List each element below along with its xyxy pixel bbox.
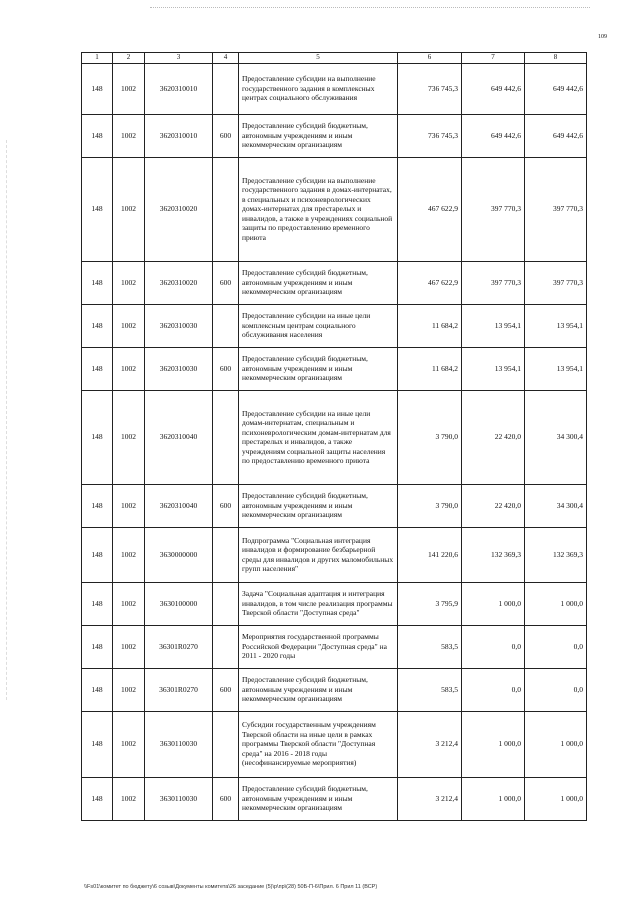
cell-expense-type [213, 304, 239, 347]
cell-amount-col6: 3 212,4 [398, 711, 462, 777]
cell-expense-type: 600 [213, 347, 239, 390]
cell-target-article: 3620310030 [145, 304, 213, 347]
cell-admin-code: 148 [82, 668, 113, 711]
file-path-footer: \\Fs01\комитет по бюджету\6 созыв\Документы комитета\26 заседание (5)\р\пр\(28) 50Б-П-6\Прил. 6 Прил 11 (ВСР) [84, 884, 378, 890]
cell-amount-col8: 397 770,3 [525, 157, 587, 261]
cell-admin-code: 148 [82, 711, 113, 777]
cell-amount-col6: 3 212,4 [398, 777, 462, 820]
cell-description: Предоставление субсидии на выполнение государственного задания в домах-интернатах, в специальных и психоневрологических домах-интернатах для престарелых и инвалидов, а также в учреждениях социальной защиты по предоставлению временного приюта [239, 157, 398, 261]
cell-amount-col6: 736 745,3 [398, 63, 462, 114]
cell-expense-type: 600 [213, 114, 239, 157]
column-header: 3 [145, 53, 213, 64]
cell-section-code: 1002 [113, 582, 145, 625]
cell-amount-col8: 132 369,3 [525, 527, 587, 582]
column-header: 7 [462, 53, 525, 64]
cell-description: Предоставление субсидии на иные цели домам-интернатам, специальным и психоневрологическим домам-интернатам для престарелых и инвалидов, а также учреждениям социальной защиты населения по предоставлению временного приюта [239, 390, 398, 484]
cell-amount-col8: 1 000,0 [525, 582, 587, 625]
cell-expense-type [213, 711, 239, 777]
table-row [82, 390, 587, 484]
table-row [82, 114, 587, 157]
cell-admin-code: 148 [82, 63, 113, 114]
table-header-row [82, 53, 587, 64]
cell-amount-col8: 649 442,6 [525, 63, 587, 114]
cell-amount-col6: 3 795,9 [398, 582, 462, 625]
table-row [82, 711, 587, 777]
cell-section-code: 1002 [113, 625, 145, 668]
cell-amount-col8: 13 954,1 [525, 304, 587, 347]
cell-amount-col7: 397 770,3 [462, 157, 525, 261]
cell-target-article: 3620310040 [145, 484, 213, 527]
cell-amount-col7: 1 000,0 [462, 711, 525, 777]
cell-target-article: 3630000000 [145, 527, 213, 582]
cell-amount-col6: 736 745,3 [398, 114, 462, 157]
cell-expense-type: 600 [213, 777, 239, 820]
table-row [82, 347, 587, 390]
cell-amount-col8: 1 000,0 [525, 777, 587, 820]
table-row [82, 777, 587, 820]
cell-description: Предоставление субсидий бюджетным, автономным учреждениям и иным некоммерческим организациям [239, 114, 398, 157]
cell-expense-type [213, 527, 239, 582]
cell-section-code: 1002 [113, 711, 145, 777]
cell-amount-col8: 649 442,6 [525, 114, 587, 157]
cell-target-article: 3620310020 [145, 261, 213, 304]
cell-amount-col7: 0,0 [462, 625, 525, 668]
cell-target-article: 3620310010 [145, 63, 213, 114]
cell-description: Задача "Социальная адаптация и интеграция инвалидов, в том числе реализация программы Тверской области "Доступная среда" [239, 582, 398, 625]
cell-description: Субсидии государственным учреждениям Тверской области на иные цели в рамках программы Тверской области "Доступная среда" на 2016 - 2018 годы (несофинансируемые мероприятия) [239, 711, 398, 777]
cell-section-code: 1002 [113, 777, 145, 820]
cell-amount-col6: 3 790,0 [398, 390, 462, 484]
cell-amount-col7: 13 954,1 [462, 347, 525, 390]
cell-amount-col7: 1 000,0 [462, 777, 525, 820]
cell-admin-code: 148 [82, 304, 113, 347]
column-header: 2 [113, 53, 145, 64]
cell-amount-col8: 0,0 [525, 625, 587, 668]
cell-section-code: 1002 [113, 304, 145, 347]
cell-amount-col6: 583,5 [398, 625, 462, 668]
column-header: 1 [82, 53, 113, 64]
cell-amount-col8: 397 770,3 [525, 261, 587, 304]
column-header: 4 [213, 53, 239, 64]
cell-admin-code: 148 [82, 114, 113, 157]
table-row [82, 63, 587, 114]
cell-section-code: 1002 [113, 668, 145, 711]
cell-expense-type [213, 63, 239, 114]
cell-admin-code: 148 [82, 261, 113, 304]
cell-section-code: 1002 [113, 484, 145, 527]
cell-amount-col7: 132 369,3 [462, 527, 525, 582]
cell-section-code: 1002 [113, 527, 145, 582]
cell-target-article: 3630110030 [145, 711, 213, 777]
cell-admin-code: 148 [82, 582, 113, 625]
cell-description: Предоставление субсидии на иные цели комплексным центрам социального обслуживания населения [239, 304, 398, 347]
cell-description: Предоставление субсидий бюджетным, автономным учреждениям и иным некоммерческим организациям [239, 777, 398, 820]
cell-target-article: 3620310010 [145, 114, 213, 157]
cell-description: Подпрограмма "Социальная интеграция инвалидов и формирование безбарьерной среды для инвалидов и других маломобильных групп населения" [239, 527, 398, 582]
cell-section-code: 1002 [113, 114, 145, 157]
cell-amount-col7: 22 420,0 [462, 484, 525, 527]
column-header: 6 [398, 53, 462, 64]
cell-target-article: 3630110030 [145, 777, 213, 820]
cell-amount-col8: 0,0 [525, 668, 587, 711]
cell-amount-col7: 649 442,6 [462, 63, 525, 114]
table-row [82, 668, 587, 711]
cell-description: Предоставление субсидий бюджетным, автономным учреждениям и иным некоммерческим организациям [239, 484, 398, 527]
table-row [82, 304, 587, 347]
cell-amount-col8: 13 954,1 [525, 347, 587, 390]
cell-expense-type [213, 390, 239, 484]
cell-description: Предоставление субсидий бюджетным, автономным учреждениям и иным некоммерческим организациям [239, 668, 398, 711]
cell-amount-col6: 467 622,9 [398, 261, 462, 304]
cell-amount-col7: 13 954,1 [462, 304, 525, 347]
table-row [82, 484, 587, 527]
cell-amount-col7: 22 420,0 [462, 390, 525, 484]
cell-amount-col6: 3 790,0 [398, 484, 462, 527]
cell-section-code: 1002 [113, 157, 145, 261]
cell-admin-code: 148 [82, 484, 113, 527]
column-header: 5 [239, 53, 398, 64]
cell-description: Предоставление субсидии на выполнение государственного задания в комплексных центрах социального обслуживания [239, 63, 398, 114]
cell-amount-col7: 1 000,0 [462, 582, 525, 625]
cell-expense-type [213, 625, 239, 668]
cell-section-code: 1002 [113, 390, 145, 484]
cell-description: Мероприятия государственной программы Российской Федерации "Доступная среда" на 2011 - 2020 годы [239, 625, 398, 668]
cell-description: Предоставление субсидий бюджетным, автономным учреждениям и иным некоммерческим организациям [239, 261, 398, 304]
cell-amount-col7: 0,0 [462, 668, 525, 711]
column-header: 8 [525, 53, 587, 64]
scan-edge-marks [6, 140, 8, 700]
cell-admin-code: 148 [82, 777, 113, 820]
cell-target-article: 36301R0270 [145, 668, 213, 711]
cell-amount-col7: 397 770,3 [462, 261, 525, 304]
cell-section-code: 1002 [113, 63, 145, 114]
page-number: 109 [598, 34, 607, 40]
cell-admin-code: 148 [82, 347, 113, 390]
cell-amount-col8: 34 300,4 [525, 390, 587, 484]
cell-expense-type: 600 [213, 484, 239, 527]
cell-target-article: 3620310040 [145, 390, 213, 484]
cell-amount-col6: 141 220,6 [398, 527, 462, 582]
cell-expense-type [213, 582, 239, 625]
table-row [82, 157, 587, 261]
cell-section-code: 1002 [113, 347, 145, 390]
cell-amount-col8: 1 000,0 [525, 711, 587, 777]
cell-admin-code: 148 [82, 390, 113, 484]
cell-amount-col6: 11 684,2 [398, 304, 462, 347]
cell-admin-code: 148 [82, 157, 113, 261]
cell-target-article: 3620310030 [145, 347, 213, 390]
table-row [82, 261, 587, 304]
cell-amount-col8: 34 300,4 [525, 484, 587, 527]
cell-admin-code: 148 [82, 527, 113, 582]
cell-amount-col6: 11 684,2 [398, 347, 462, 390]
table-row [82, 625, 587, 668]
table-row [82, 527, 587, 582]
cell-target-article: 36301R0270 [145, 625, 213, 668]
cell-target-article: 3620310020 [145, 157, 213, 261]
cell-expense-type: 600 [213, 668, 239, 711]
budget-table [81, 52, 587, 821]
cell-admin-code: 148 [82, 625, 113, 668]
cell-amount-col6: 583,5 [398, 668, 462, 711]
cell-amount-col6: 467 622,9 [398, 157, 462, 261]
cell-expense-type [213, 157, 239, 261]
cell-section-code: 1002 [113, 261, 145, 304]
cell-description: Предоставление субсидий бюджетным, автономным учреждениям и иным некоммерческим организациям [239, 347, 398, 390]
cell-expense-type: 600 [213, 261, 239, 304]
cell-amount-col7: 649 442,6 [462, 114, 525, 157]
scan-noise-line [150, 7, 590, 11]
table-row [82, 582, 587, 625]
cell-target-article: 3630100000 [145, 582, 213, 625]
